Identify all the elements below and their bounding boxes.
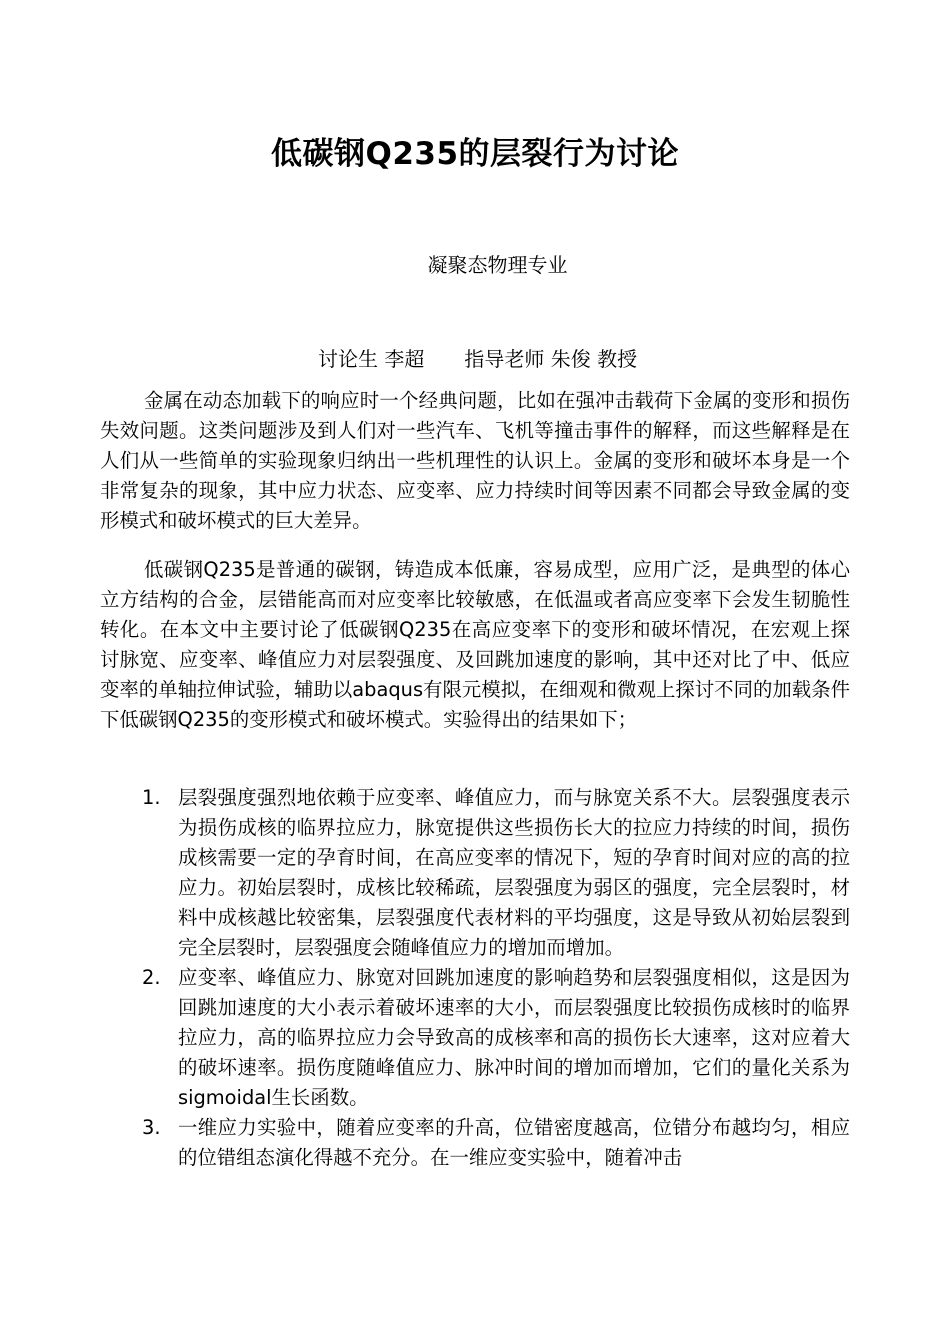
major-line: 凝聚态物理专业 [427, 253, 568, 277]
results-list [100, 783, 850, 1173]
student-name: 讨论生 李超 [318, 347, 425, 371]
body-paragraph [100, 386, 850, 536]
list-item-text: 层裂强度强烈地依赖于应变率、峰值应力，而与脉宽关系不大。层裂强度表示为损伤成核的临界拉应力，脉宽提供这些损伤长大的拉应力持续的时间，损伤成核需要一定的孕育时间，在高应变率的情况下，短的孕育时间对应的高的拉应力。初始层裂时，成核比较稀疏，层裂强度为弱区的强度，完全层裂时，材料中成核越比较密集，层裂强度代表材料的平均强度，这是导致从初始层裂到完全层裂时，层裂强度会随峰值应力的增加而增加。 [178, 786, 850, 959]
list-item [100, 783, 850, 963]
list-item-number: 3. [142, 1116, 161, 1139]
list-item [100, 1113, 850, 1173]
list-item [100, 963, 850, 1113]
list-item-number: 1. [142, 786, 161, 809]
list-item-text: 应变率、峰值应力、脉宽对回跳加速度的影响趋势和层裂强度相似，这是因为回跳加速度的大小表示着破坏速率的大小，而层裂强度比较损伤成核时的临界拉应力，高的临界拉应力会导致高的成核率和高的损伤长大速率，这对应着大的破坏速率。损伤度随峰值应力、脉冲时间的增加而增加，它们的量化关系为sigmoidal生长函数。 [178, 966, 850, 1109]
list-item-text: 一维应力实验中，随着应变率的升高，位错密度越高，位错分布越均匀，相应的位错组态演化得越不充分。在一维应变实验中，随着冲击 [178, 1116, 850, 1169]
advisor-name: 指导老师 朱俊 教授 [464, 347, 638, 371]
document-title: 低碳钢Q235的层裂行为讨论 [270, 136, 680, 172]
list-item-number: 2. [142, 966, 161, 989]
author-line [318, 345, 637, 373]
body-paragraph [100, 555, 850, 735]
paragraph-text: 金属在动态加载下的响应时一个经典问题，比如在强冲击载荷下金属的变形和损伤失效问题。这类问题涉及到人们对一些汽车、飞机等撞击事件的解释，而这些解释是在人们从一些简单的实验现象归纳出一些机理性的认识上。金属的变形和破坏本身是一个非常复杂的现象，其中应力状态、应变率、应力持续时间等因素不同都会导致金属的变形模式和破坏模式的巨大差异。 [100, 389, 850, 532]
paragraph-text: 低碳钢Q235是普通的碳钢，铸造成本低廉，容易成型，应用广泛，是典型的体心立方结构的合金，层错能高而对应变率比较敏感，在低温或者高应变率下会发生韧脆性转化。在本文中主要讨论了低碳钢Q235在高应变率下的变形和破坏情况，在宏观上探讨脉宽、应变率、峰值应力对层裂强度、及回跳加速度的影响，其中还对比了中、低应变率的单轴拉伸试验，辅助以abaqus有限元模拟，在细观和微观上探讨不同的加载条件下低碳钢Q235的变形模式和破坏模式。实验得出的结果如下； [100, 558, 850, 731]
